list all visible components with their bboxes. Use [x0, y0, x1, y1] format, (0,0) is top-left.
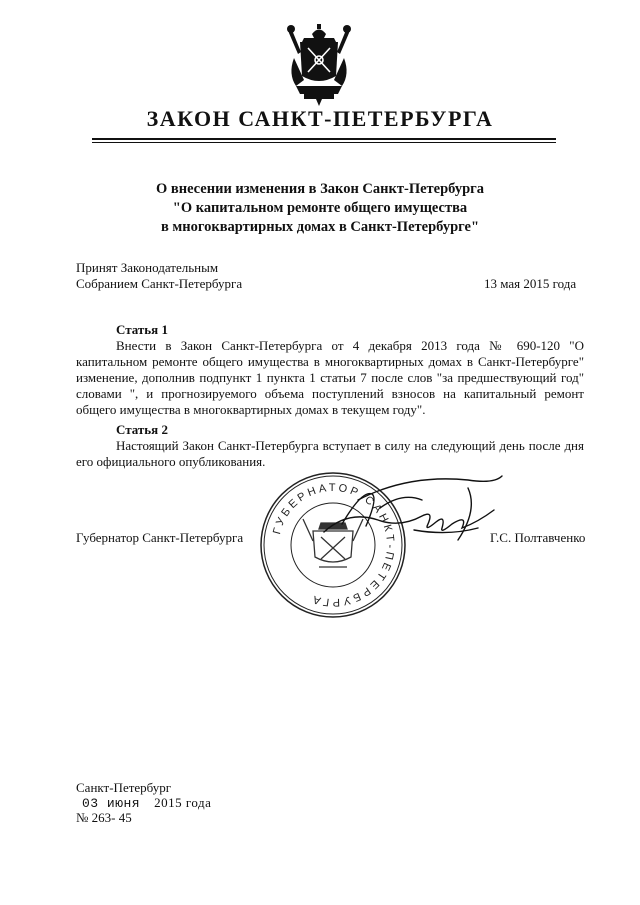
law-title-line-2: "О капитальном ремонте общего имущества — [172, 200, 468, 216]
svg-text:ГУБЕРНАТОР САНКТ-ПЕТЕРБУРГА: ГУБЕРНАТОР САНКТ-ПЕТЕРБУРГА — [271, 481, 397, 609]
signing-date — [82, 795, 211, 811]
article-2-title: Статья 2 — [116, 422, 168, 437]
law-title-line-3: в многоквартирных домах в Санкт-Петербурге" — [160, 219, 480, 235]
law-title — [0, 180, 640, 237]
governor-title: Губернатор Санкт-Петербурга — [76, 530, 244, 545]
law-heading: ЗАКОН САНКТ-ПЕТЕРБУРГА — [146, 106, 494, 131]
governor-name: Г.С. Полтавченко — [490, 530, 586, 545]
signing-year: 2015 года — [154, 795, 212, 810]
governor-signature — [318, 470, 508, 550]
heading-rule-thin — [92, 142, 556, 143]
article-2-body: Настоящий Закон Санкт-Петербурга вступает в силу на следующий день после дня его официального опубликования. — [76, 438, 584, 469]
coat-of-arms-icon — [286, 24, 352, 106]
signing-city: Санкт-Петербург — [76, 780, 172, 795]
heading-rule-thick — [92, 138, 556, 140]
signing-day-month: 03 июня — [82, 796, 141, 811]
document-number: № 263- 45 — [76, 810, 132, 825]
adopted-by-line-1: Принят Законодательным — [76, 260, 219, 275]
law-title-line-1: О внесении изменения в Закон Санкт-Петербурга — [155, 181, 484, 197]
adopted-by — [76, 260, 242, 292]
adopted-date: 13 мая 2015 года — [484, 276, 577, 291]
article-1-body: Внести в Закон Санкт-Петербурга от 4 декабря 2013 года № 690-120 "О капитальном ремонте общего имущества в многоквартирных домах в Санкт-Петербурге" изменение, дополнив подпункт 1 пункта 1 статьи 7 после слов "за предшествующий год" словами ", и прогнозируемого объема поступлений взносов на капитальный ремонт общего имущества в многоквартирных домах в текущем году". — [76, 338, 584, 417]
article-1-title: Статья 1 — [116, 322, 168, 337]
adopted-by-line-2: Собранием Санкт-Петербурга — [76, 276, 243, 291]
